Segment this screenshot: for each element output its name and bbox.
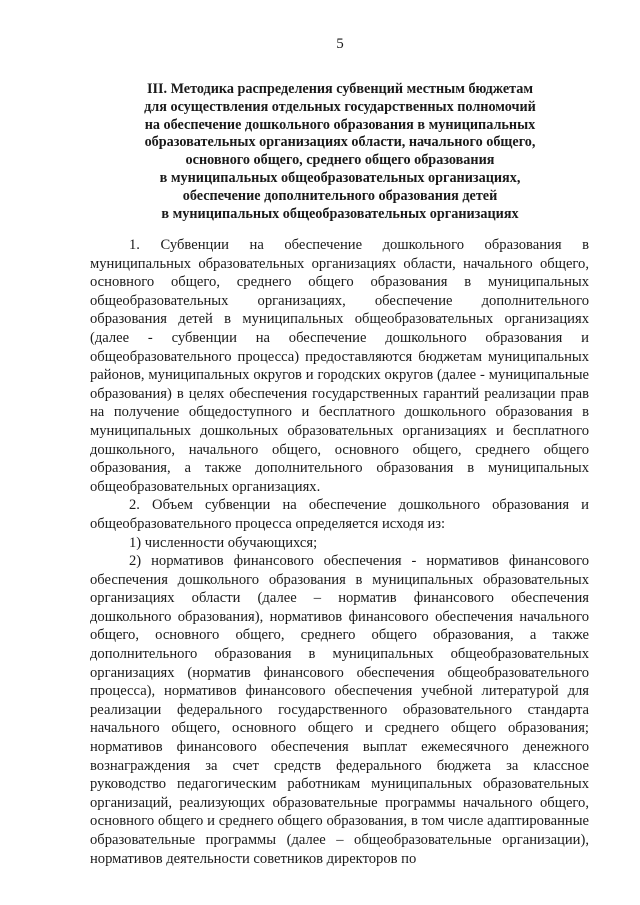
section-heading [92,81,588,223]
heading-line: для осуществления отдельных государственных полномочий [144,98,536,115]
heading-line: в муниципальных общеобразовательных организациях [161,205,519,222]
page-number: 5 [336,36,344,52]
list-item-pupils: 1) численности обучающихся; [129,534,318,551]
list-item-standards: 2) нормативов финансового обеспечения - нормативов финансового обеспечения дошкольного образования в муниципальных образовательных организациях области (далее – норматив финансового обеспечения дошкольного образования), нормативов финансового обеспечения начального общего, основного общего, среднего общего образования, а также дополнительного образования в муниципальных общеобразовательных организациях (норматив финансового обеспечения общеобразовательного процесса), нормативов финансового обеспечения учебной литературой для реализации федерального государственного образовательного стандарта начального общего, основного общего и среднего общего образования; нормативов финансового обеспечения выплат ежемесячного денежного вознаграждения за счет средств федерального бюджета за классное руководство педагогическим работникам муниципальных образовательных организаций, реализующих образовательные программы начального общего, основного общего и среднего общего образования, в том числе адаптированные образовательные программы (далее – общеобразовательные организации), нормативов деятельности советников директоров по [90,553,589,867]
heading-line: III. Методика распределения субвенций местным бюджетам [146,81,534,97]
paragraph-subventions: 1. Субвенции на обеспечение дошкольного образования в муниципальных образовательных организациях области, начального общего, основного общего, среднего общего образования в муниципальных общеобразовательных организациях, обеспечение дополнительного образования детей в муниципальных общеобразовательных организациях (далее - субвенции на обеспечение дошкольного образования и общеобразовательного процесса) предоставляются бюджетам муниципальных районов, муниципальных округов и городских округов (далее - муниципальные образования) в целях обеспечения государственных гарантий реализации прав на получение общедоступного и бесплатного дошкольного образования в муниципальных дошкольных образовательных организациях и бесплатного дошкольного, начального общего, основного общего, среднего общего образования, а также дополнительного образования в муниципальных общеобразовательных организациях. [90,237,589,495]
paragraph-volume: 2. Объем субвенции на обеспечение дошкольного образования и общеобразовательного процесса определяется исходя из: [90,497,589,532]
heading-line: в муниципальных общеобразовательных организациях, [159,169,521,186]
heading-line: образовательных организациях области, начального общего, [144,134,536,151]
document-body [90,236,589,868]
heading-line: основного общего, среднего общего образования [185,152,495,169]
heading-line: на обеспечение дошкольного образования в муниципальных [144,116,536,133]
heading-line: обеспечение дополнительного образования детей [182,187,498,204]
